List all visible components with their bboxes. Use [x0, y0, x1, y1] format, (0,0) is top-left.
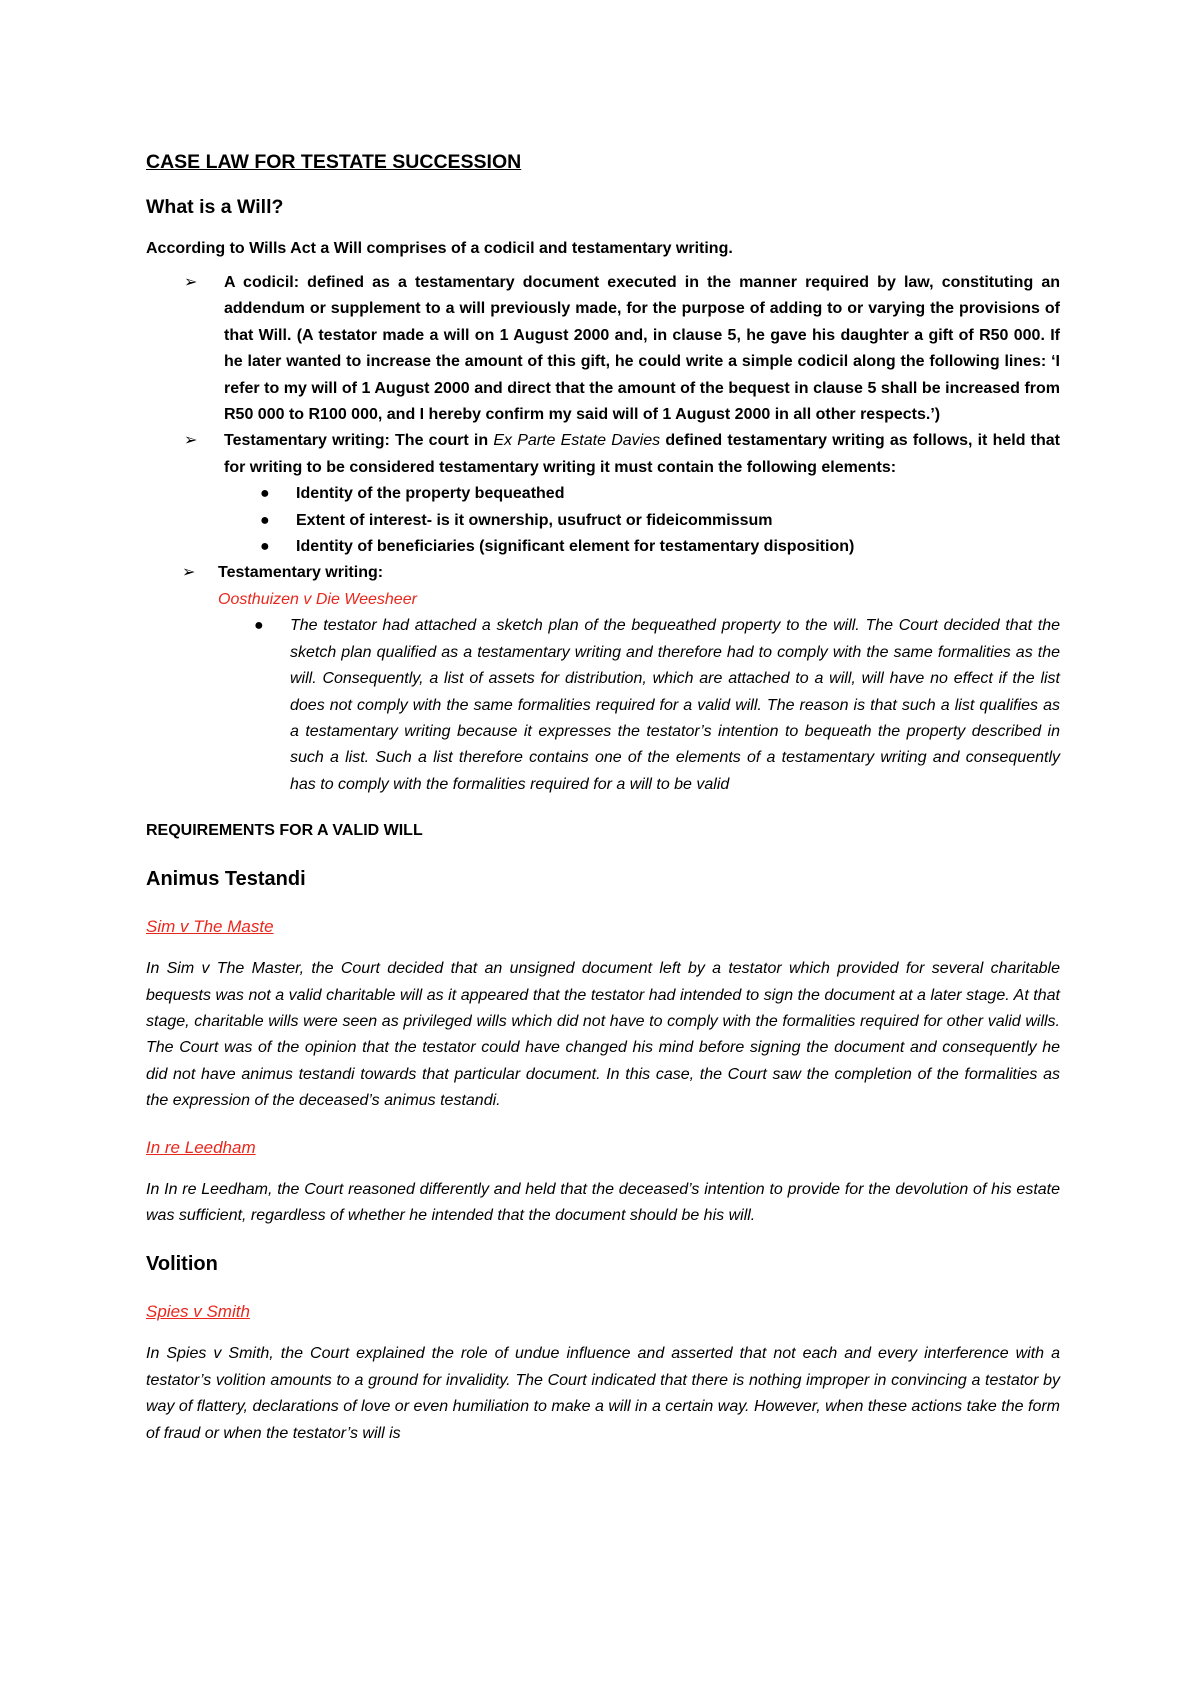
- case-link-sim-v-the-master[interactable]: Sim v The Maste: [146, 917, 274, 937]
- oosthuizen-summary: [218, 613, 1060, 798]
- testamentary-writing-label: Testamentary writing:: [218, 564, 384, 582]
- element-text: Extent of interest- is it ownership, usufruct or fideicommissum: [296, 511, 773, 529]
- oosthuizen-summary-text: The testator had attached a sketch plan of the bequeathed property to the will. The Court decided that the sketch plan qualified as a testamentary writing and therefore had to comply with the same formalities as the will. Consequently, a list of assets for distribution, which are attached to a will, will have no effect if the list does not comply with the same formalities required for a valid will. The reason is that such a list qualifies as a testamentary writing because it expresses the testator’s intention to bequeath the property described in such a list. Such a list therefore contains one of the elements of a testamentary writing and consequently has to comply with the formalities required for a will to be valid: [290, 617, 1060, 793]
- heading-animus-testandi: Animus Testandi: [146, 868, 306, 891]
- document-content: [146, 150, 1060, 1447]
- bullet-dot-icon: ●: [260, 511, 270, 529]
- arrow-bullet-icon: ➢: [184, 432, 198, 450]
- definition-list: [146, 270, 1060, 798]
- bullet-dot-icon: ●: [260, 485, 270, 503]
- testamentary-writing-prefix: Testamentary writing: The court in: [224, 432, 494, 450]
- element-item: [224, 481, 1060, 507]
- intro-paragraph: According to Wills Act a Will comprises of a codicil and testamentary writing.: [146, 240, 733, 257]
- heading-what-is-a-will: What is a Will?: [146, 196, 284, 218]
- case-link-spies-v-smith[interactable]: Spies v Smith: [146, 1302, 250, 1322]
- arrow-bullet-icon: ➢: [182, 564, 196, 582]
- heading-volition: Volition: [146, 1253, 218, 1276]
- codicil-text: A codicil: defined as a testamentary document executed in the manner required by law, constituting an addendum or supplement to a will previously made, for the purpose of adding to or varying the provisions of that Will. (A testator made a will on 1 August 2000 and, in clause 5, he gave his daughter a gift of R50 000. If he later wanted to increase the amount of this gift, he could write a simple codicil along the following lines: ‘I refer to my will of 1 August 2000 and direct that the amount of the bequest in clause 5 shall be increased from R50 000 to R100 000, and I hereby confirm my said will of 1 August 2000 in all other respects.’): [224, 274, 1060, 424]
- case-paragraph-spies: In Spies v Smith, the Court explained the role of undue influence and asserted that not each and every interference with a testator’s volition amounts to a ground for invalidity. The Court indicated that there is nothing improper in convincing a testator by way of flattery, declarations of love or even humiliation to make a will in a certain way. However, when these actions take the form of fraud or when the testator’s will is: [146, 1345, 1060, 1442]
- list-item-testamentary-writing: [146, 428, 1060, 560]
- case-paragraph-sim: In Sim v The Master, the Court decided that an unsigned document left by a testator which provided for several charitable bequests was not a valid charitable will as it appeared that the testator had intended to sign the document at a later stage. At that stage, charitable wills were seen as privileged wills which did not have to comply with the formalities required for other valid wills. The Court was of the opinion that the testator could have changed his mind before signing the document and consequently he did not have animus testandi towards that particular document. In this case, the Court saw the completion of the formalities as the expression of the deceased’s animus testandi.: [146, 960, 1060, 1110]
- requirements-heading: REQUIREMENTS FOR A VALID WILL: [146, 822, 423, 840]
- case-ex-parte-estate-davies: Ex Parte Estate Davies: [493, 432, 661, 450]
- element-text: Identity of the property bequeathed: [296, 485, 565, 503]
- bullet-dot-icon: ●: [254, 617, 264, 635]
- element-text: Identity of beneficiaries (significant element for testamentary disposition): [296, 538, 855, 556]
- list-item-codicil: [146, 270, 1060, 428]
- bullet-dot-icon: ●: [260, 538, 270, 556]
- case-oosthuizen: Oosthuizen v Die Weesheer: [218, 590, 417, 608]
- document-title: CASE LAW FOR TESTATE SUCCESSION: [146, 151, 522, 173]
- element-item: [224, 534, 1060, 560]
- element-item: [224, 508, 1060, 534]
- list-item-testamentary-writing-case: [146, 560, 1060, 798]
- testamentary-writing-suffix: defined testamentary writing as follows, it held that for writing to be considered testamentary writing it must contain the following elements:: [224, 432, 1061, 476]
- arrow-bullet-icon: ➢: [184, 274, 198, 291]
- case-paragraph-leedham: In In re Leedham, the Court reasoned differently and held that the deceased’s intention to provide for the devolution of his estate was sufficient, regardless of whether he intended that the document should be his will.: [146, 1180, 1060, 1224]
- case-link-in-re-leedham[interactable]: In re Leedham: [146, 1137, 256, 1157]
- testamentary-writing-text: [224, 428, 1060, 481]
- elements-list: [224, 481, 1060, 560]
